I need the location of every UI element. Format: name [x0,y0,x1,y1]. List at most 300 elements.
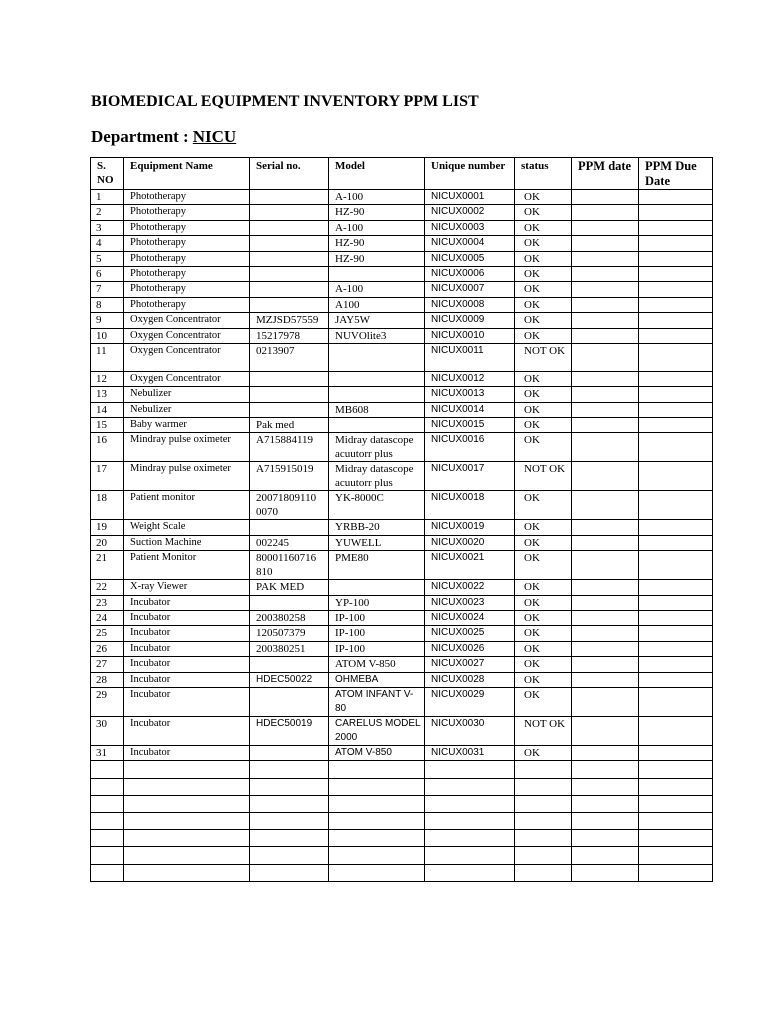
cell-unique-number: NICUX0020 [425,535,515,550]
cell-unique-number: NICUX0023 [425,595,515,610]
cell-serial [250,282,329,297]
cell-status: OK [515,297,572,312]
cell-ppm-due-date [639,190,713,205]
cell-ppm-date [572,626,639,641]
cell-sno: 2 [91,205,124,220]
cell-serial [250,236,329,251]
table-row [91,402,713,417]
cell-equipment: Phototherapy [124,266,250,281]
cell-equipment: Incubator [124,687,250,716]
cell-sno: 12 [91,371,124,386]
blank-row [91,864,713,881]
empty-cell [91,864,124,881]
cell-ppm-date [572,282,639,297]
cell-equipment: Mindray pulse oximeter [124,433,250,462]
table-row [91,641,713,656]
cell-status: OK [515,251,572,266]
cell-ppm-due-date [639,297,713,312]
cell-ppm-due-date [639,371,713,386]
empty-cell [91,761,124,778]
cell-serial [250,402,329,417]
empty-cell [250,812,329,829]
cell-ppm-due-date [639,580,713,595]
cell-model: PME80 [329,551,425,580]
table-row [91,672,713,687]
empty-cell [124,778,250,795]
cell-sno: 20 [91,535,124,550]
cell-ppm-date [572,551,639,580]
cell-ppm-date [572,520,639,535]
cell-status: OK [515,402,572,417]
cell-equipment: Oxygen Concentrator [124,328,250,343]
table-row [91,657,713,672]
cell-ppm-date [572,236,639,251]
cell-serial: 15217978 [250,328,329,343]
table-row [91,535,713,550]
cell-ppm-date [572,387,639,402]
cell-sno: 8 [91,297,124,312]
empty-cell [572,761,639,778]
cell-status: OK [515,220,572,235]
cell-sno: 14 [91,402,124,417]
empty-cell [515,778,572,795]
cell-model: HZ-90 [329,251,425,266]
cell-serial: A715884119 [250,433,329,462]
cell-ppm-date [572,313,639,328]
cell-ppm-date [572,402,639,417]
cell-ppm-due-date [639,462,713,491]
cell-ppm-date [572,343,639,371]
cell-serial [250,520,329,535]
cell-equipment: Oxygen Concentrator [124,343,250,371]
table-row [91,745,713,760]
empty-cell [425,864,515,881]
cell-status: OK [515,687,572,716]
cell-unique-number: NICUX0024 [425,611,515,626]
table-row [91,626,713,641]
cell-ppm-date [572,297,639,312]
cell-serial: 0213907 [250,343,329,371]
cell-status: OK [515,551,572,580]
cell-model [329,266,425,281]
header-equipment: Equipment Name [124,158,250,190]
cell-ppm-date [572,251,639,266]
empty-cell [329,778,425,795]
empty-cell [425,761,515,778]
cell-status: OK [515,745,572,760]
cell-ppm-due-date [639,687,713,716]
cell-unique-number: NICUX0021 [425,551,515,580]
cell-sno: 27 [91,657,124,672]
cell-ppm-date [572,580,639,595]
cell-serial: 200380251 [250,641,329,656]
table-row [91,580,713,595]
cell-model: CARELUS MODEL 2000 [329,716,425,745]
department-name: NICU [192,127,237,146]
empty-cell [515,812,572,829]
cell-serial: HDEC50019 [250,716,329,745]
cell-sno: 26 [91,641,124,656]
cell-ppm-date [572,535,639,550]
cell-model: OHMEBA [329,672,425,687]
empty-cell [124,812,250,829]
cell-model: ATOM INFANT V-80 [329,687,425,716]
cell-ppm-date [572,371,639,386]
empty-cell [425,812,515,829]
cell-unique-number: NICUX0003 [425,220,515,235]
cell-model: JAY5W [329,313,425,328]
cell-serial [250,387,329,402]
blank-row [91,795,713,812]
cell-ppm-due-date [639,716,713,745]
cell-ppm-date [572,418,639,433]
empty-cell [124,864,250,881]
cell-equipment: Phototherapy [124,220,250,235]
cell-status: OK [515,595,572,610]
cell-serial: PAK MED [250,580,329,595]
cell-status: OK [515,387,572,402]
cell-ppm-due-date [639,551,713,580]
cell-model [329,387,425,402]
header-serial: Serial no. [250,158,329,190]
cell-ppm-date [572,433,639,462]
empty-cell [515,795,572,812]
cell-equipment: Suction Machine [124,535,250,550]
table-row [91,716,713,745]
cell-equipment: Incubator [124,716,250,745]
empty-cell [91,812,124,829]
cell-ppm-date [572,687,639,716]
empty-cell [329,795,425,812]
cell-unique-number: NICUX0002 [425,205,515,220]
table-row [91,387,713,402]
cell-status: OK [515,672,572,687]
empty-cell [639,761,713,778]
cell-status: NOT OK [515,343,572,371]
table-row [91,462,713,491]
blank-row [91,812,713,829]
cell-equipment: Nebulizer [124,387,250,402]
cell-ppm-due-date [639,491,713,520]
cell-status: OK [515,418,572,433]
cell-model: IP-100 [329,626,425,641]
cell-model: ATOM V-850 [329,657,425,672]
cell-ppm-due-date [639,745,713,760]
empty-cell [91,830,124,847]
cell-unique-number: NICUX0025 [425,626,515,641]
cell-sno: 18 [91,491,124,520]
cell-ppm-date [572,657,639,672]
empty-cell [639,778,713,795]
cell-status: OK [515,611,572,626]
table-row [91,687,713,716]
table-row [91,611,713,626]
blank-row [91,761,713,778]
cell-model: ATOM V-850 [329,745,425,760]
cell-serial: 80001160716 810 [250,551,329,580]
cell-equipment: Phototherapy [124,297,250,312]
cell-ppm-due-date [639,595,713,610]
cell-ppm-date [572,595,639,610]
table-row [91,433,713,462]
cell-ppm-date [572,491,639,520]
cell-ppm-due-date [639,657,713,672]
cell-unique-number: NICUX0018 [425,491,515,520]
cell-equipment: Incubator [124,672,250,687]
cell-serial: A715915019 [250,462,329,491]
cell-status: NOT OK [515,462,572,491]
cell-equipment: Incubator [124,626,250,641]
cell-ppm-due-date [639,343,713,371]
cell-ppm-due-date [639,418,713,433]
cell-sno: 31 [91,745,124,760]
cell-status: OK [515,313,572,328]
cell-ppm-due-date [639,328,713,343]
empty-cell [515,847,572,864]
header-model: Model [329,158,425,190]
table-row [91,236,713,251]
cell-status: OK [515,580,572,595]
cell-sno: 24 [91,611,124,626]
blank-row [91,778,713,795]
cell-ppm-date [572,205,639,220]
empty-cell [250,864,329,881]
cell-sno: 30 [91,716,124,745]
cell-ppm-due-date [639,282,713,297]
empty-cell [515,830,572,847]
cell-serial: 120507379 [250,626,329,641]
empty-cell [250,830,329,847]
cell-serial [250,371,329,386]
cell-ppm-due-date [639,433,713,462]
cell-sno: 11 [91,343,124,371]
cell-unique-number: NICUX0027 [425,657,515,672]
blank-row [91,847,713,864]
cell-status: OK [515,328,572,343]
cell-unique-number: NICUX0004 [425,236,515,251]
cell-ppm-due-date [639,387,713,402]
cell-serial [250,745,329,760]
page-title: BIOMEDICAL EQUIPMENT INVENTORY PPM LIST [91,93,479,110]
cell-ppm-date [572,716,639,745]
empty-cell [425,795,515,812]
cell-sno: 7 [91,282,124,297]
cell-unique-number: NICUX0013 [425,387,515,402]
empty-cell [639,864,713,881]
cell-unique-number: NICUX0006 [425,266,515,281]
table-row [91,418,713,433]
cell-ppm-date [572,462,639,491]
cell-model: A100 [329,297,425,312]
cell-model: NUVOlite3 [329,328,425,343]
cell-ppm-date [572,641,639,656]
cell-unique-number: NICUX0009 [425,313,515,328]
cell-ppm-due-date [639,672,713,687]
cell-status: OK [515,190,572,205]
cell-serial [250,266,329,281]
cell-serial [250,595,329,610]
cell-unique-number: NICUX0005 [425,251,515,266]
cell-serial [250,251,329,266]
cell-serial: 20071809110 0070 [250,491,329,520]
table-row [91,328,713,343]
cell-model: Midray datascope acuutorr plus [329,462,425,491]
cell-unique-number: NICUX0001 [425,190,515,205]
cell-equipment: Oxygen Concentrator [124,371,250,386]
cell-sno: 3 [91,220,124,235]
table-row [91,551,713,580]
cell-equipment: Phototherapy [124,190,250,205]
empty-cell [91,778,124,795]
cell-model: A-100 [329,220,425,235]
header-status: status [515,158,572,190]
cell-sno: 19 [91,520,124,535]
table-row [91,205,713,220]
cell-serial: 002245 [250,535,329,550]
header-ppm-due: PPM Due Date [639,158,713,190]
cell-ppm-due-date [639,251,713,266]
cell-serial [250,190,329,205]
cell-sno: 4 [91,236,124,251]
empty-cell [329,830,425,847]
cell-ppm-due-date [639,535,713,550]
cell-ppm-due-date [639,266,713,281]
cell-equipment: Oxygen Concentrator [124,313,250,328]
table-row [91,313,713,328]
cell-unique-number: NICUX0010 [425,328,515,343]
cell-unique-number: NICUX0016 [425,433,515,462]
cell-sno: 25 [91,626,124,641]
cell-model: HZ-90 [329,205,425,220]
empty-cell [425,830,515,847]
cell-sno: 13 [91,387,124,402]
empty-cell [250,847,329,864]
cell-sno: 21 [91,551,124,580]
empty-cell [250,795,329,812]
cell-serial [250,297,329,312]
cell-equipment: X-ray Viewer [124,580,250,595]
cell-status: OK [515,236,572,251]
cell-unique-number: NICUX0017 [425,462,515,491]
cell-serial: Pak med [250,418,329,433]
cell-serial [250,657,329,672]
cell-sno: 10 [91,328,124,343]
empty-cell [515,864,572,881]
table-row [91,491,713,520]
cell-status: NOT OK [515,716,572,745]
cell-model [329,580,425,595]
empty-cell [572,830,639,847]
table-row [91,343,713,371]
cell-equipment: Phototherapy [124,236,250,251]
empty-cell [250,761,329,778]
cell-unique-number: NICUX0019 [425,520,515,535]
cell-model [329,343,425,371]
cell-equipment: Incubator [124,595,250,610]
cell-model: A-100 [329,190,425,205]
cell-status: OK [515,520,572,535]
cell-status: OK [515,641,572,656]
empty-cell [250,778,329,795]
cell-model: YK-8000C [329,491,425,520]
cell-equipment: Baby warmer [124,418,250,433]
cell-model: YP-100 [329,595,425,610]
cell-ppm-date [572,611,639,626]
cell-model: IP-100 [329,611,425,626]
table-row [91,297,713,312]
cell-equipment: Incubator [124,641,250,656]
cell-equipment: Incubator [124,657,250,672]
cell-equipment: Incubator [124,611,250,626]
empty-cell [91,795,124,812]
cell-status: OK [515,205,572,220]
cell-unique-number: NICUX0014 [425,402,515,417]
cell-status: OK [515,282,572,297]
cell-model: HZ-90 [329,236,425,251]
cell-ppm-due-date [639,220,713,235]
cell-model [329,371,425,386]
cell-sno: 6 [91,266,124,281]
cell-ppm-due-date [639,641,713,656]
cell-model: IP-100 [329,641,425,656]
cell-equipment: Mindray pulse oximeter [124,462,250,491]
table-row [91,595,713,610]
cell-equipment: Phototherapy [124,282,250,297]
cell-ppm-due-date [639,236,713,251]
cell-sno: 28 [91,672,124,687]
cell-sno: 5 [91,251,124,266]
cell-status: OK [515,657,572,672]
cell-sno: 15 [91,418,124,433]
cell-equipment: Patient monitor [124,491,250,520]
cell-sno: 22 [91,580,124,595]
cell-ppm-due-date [639,205,713,220]
cell-unique-number: NICUX0028 [425,672,515,687]
cell-ppm-date [572,220,639,235]
table-row [91,266,713,281]
cell-ppm-date [572,745,639,760]
empty-cell [572,812,639,829]
table-body [91,190,713,882]
empty-cell [124,795,250,812]
cell-ppm-due-date [639,313,713,328]
cell-model: Midray datascope acuutorr plus [329,433,425,462]
empty-cell [572,847,639,864]
cell-equipment: Phototherapy [124,251,250,266]
empty-cell [515,761,572,778]
empty-cell [572,864,639,881]
cell-serial [250,687,329,716]
cell-sno: 29 [91,687,124,716]
empty-cell [124,830,250,847]
cell-ppm-date [572,266,639,281]
empty-cell [639,812,713,829]
cell-equipment: Weight Scale [124,520,250,535]
cell-ppm-due-date [639,520,713,535]
header-sno: S. NO [91,158,124,190]
cell-status: OK [515,535,572,550]
cell-unique-number: NICUX0008 [425,297,515,312]
cell-status: OK [515,626,572,641]
empty-cell [425,778,515,795]
cell-status: OK [515,266,572,281]
cell-serial: HDEC50022 [250,672,329,687]
cell-unique-number: NICUX0015 [425,418,515,433]
cell-model: MB608 [329,402,425,417]
empty-cell [572,795,639,812]
department-heading [91,127,236,147]
cell-serial: MZJSD57559 [250,313,329,328]
